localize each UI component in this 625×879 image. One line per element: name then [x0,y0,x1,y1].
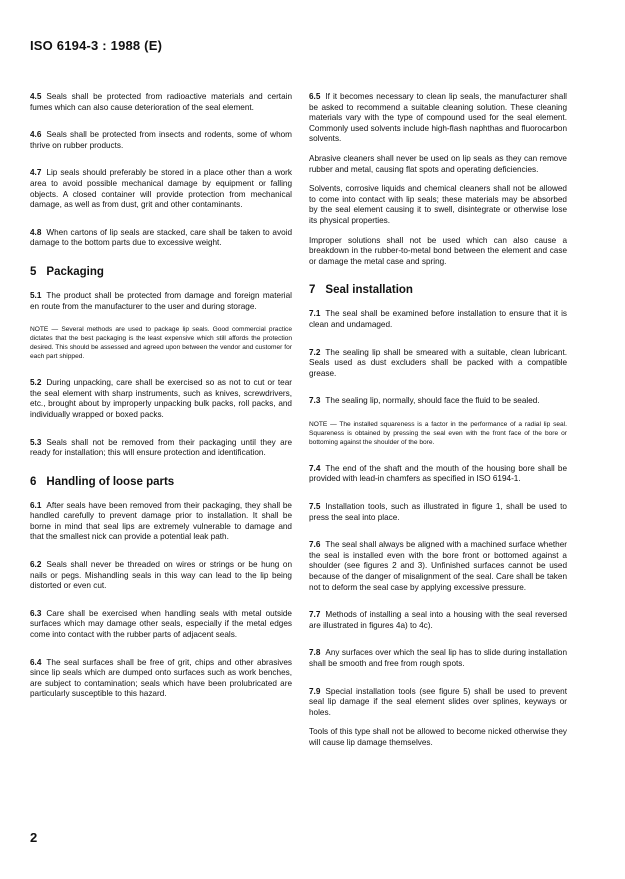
clause-number: 5.3 [30,437,42,447]
note-packaging: NOTE — Several methods are used to package lip seals. Good commercial practice dictates that the best packaging is the least expensive which still affords the protection desired. This should be assessed and agreed upon between the vendor and customer for each part shipped. [30,326,292,361]
clause-text: Seals shall not be removed from their packaging until they are ready for installation; this will ensure protection and identification. [30,437,292,458]
clause-6-4 [30,658,292,700]
clause-text: The product shall be protected from damage and foreign material en route from the manufacturer to the user and during storage. [30,290,292,311]
clause-4-5 [30,92,292,113]
section-heading-seal-installation: 7 Seal installation [309,284,413,297]
clause-number: 6.4 [30,657,42,667]
clause-text: Special installation tools (see figure 5) shall be used to prevent seal lip damage if the seal element slides over splines, keyways or holes. [309,686,567,717]
clause-7-3 [309,396,567,407]
clause-text: The seal shall always be aligned with a machined surface whether the seal is installed even with the bore front or bottomed against a shoulder (see figures 2 and 3). Unfinished surfaces cannot be used because of the danger of misalignment of the seal. Care shall be taken not to deform the seal case by applying excessive pressure. [309,540,567,592]
clause-text: Installation tools, such as illustrated in figure 1, shall be used to press the seal into place. [309,502,567,522]
clause-number: 7.7 [309,610,321,620]
section-heading-handling: 6 Handling of loose parts [30,475,175,488]
clause-text: Care shall be exercised when handling seals with metal outside surfaces which may damage other seals, especially if the metal edges come into contact with the rubber parts of adjacent seals. [30,608,292,640]
clause-number: 7.5 [309,502,321,512]
clause-7-6 [309,540,567,593]
clause-7-9 [309,687,567,719]
clause-7-7 [309,610,567,631]
clause-7-4 [309,464,567,485]
clause-text: If it becomes necessary to clean lip seals, the manufacturer shall be asked to recommend a suitable cleaning solution. These cleaning materials vary with the type of compound used for the seal element. Commonly used solvents include high-flash naphthas and fluorocarbon solvents. [309,92,567,144]
clause-text: Any surfaces over which the seal lip has to slide during installation shall be smooth and free from rough spots. [309,648,567,668]
clause-text: The sealing lip shall be smeared with a suitable, clean lubricant. Seals used as dust excluders shall be packed with a compatible grease. [309,347,567,378]
left-column [30,92,292,700]
clause-number: 7.9 [309,686,321,696]
clause-number: 5.2 [30,378,42,388]
clause-number: 6.1 [30,500,42,510]
clause-6-5 [309,92,567,145]
clause-4-8 [30,228,292,249]
clause-7-1 [309,309,567,330]
clause-7-2 [309,348,567,380]
clause-text: The sealing lip, normally, should face the fluid to be sealed. [325,396,540,406]
clause-number: 4.8 [30,227,42,237]
clause-number: 5.1 [30,290,42,300]
clause-number: 4.5 [30,92,42,101]
right-column [309,92,567,749]
clause-text: Methods of installing a seal into a housing with the seal reversed are illustrated in figures 4a) to 4c). [309,610,567,630]
clause-text: When cartons of lip seals are stacked, care shall be taken to avoid damage to the bottom parts due to excessive weight. [30,227,292,248]
clause-5-2 [30,378,292,420]
clause-4-6 [30,130,292,151]
clause-6-5-improper: Improper solutions shall not be used which can also cause a breakdown in the rubber-to-metal bond between the element and case or damage the metal case and spring. [309,235,567,266]
clause-text: The end of the shaft and the mouth of the housing bore shall be provided with lead-in chamfers as specified in ISO 6194-1. [309,463,567,484]
clause-6-5-solvents: Solvents, corrosive liquids and chemical cleaners shall not be allowed to come into contact with lip seals; these materials may be absorbed by the seal element causing it to swell, disintegrate or otherwise lose its physical properties. [309,184,567,225]
clause-text: During unpacking, care shall be exercised so as not to cut or tear the seal element with sharp instruments, such as knives, screwdrivers, etc., brought about by improperly unpacking bulk packs, roll packs, and individually wrapped or boxed packs. [30,378,292,419]
clause-number: 6.5 [309,92,321,101]
note-squareness: NOTE — The installed squareness is a factor in the performance of a radial lip seal. Squareness is obtained by pressing the seal even with the front face of the bore or bottoming against the shoulder of the bore. [309,420,567,446]
clause-6-1 [30,501,292,543]
clause-number: 7.4 [309,463,321,473]
clause-number: 4.7 [30,168,42,178]
clause-number: 7.2 [309,347,321,357]
clause-6-2 [30,560,292,592]
clause-text: Seals shall never be threaded on wires or strings or be hung on nails or pegs. Mishandling seals in this way can lead to the lip being distorted or even cut. [30,560,292,591]
clause-text: Seals shall be protected from insects and rodents, some of whom thrive on rubber products. [30,130,292,150]
document-header: ISO 6194-3 : 1988 (E) [30,38,163,53]
page-number: 2 [30,830,38,845]
clause-number: 6.3 [30,608,42,618]
clause-5-1 [30,291,292,312]
clause-text: The seal surfaces shall be free of grit, chips and other abrasives since lip seals which are dumped onto surfaces such as work benches, are subject to contamination; seals which have been prolubricated are particularly susceptible to this hazard. [30,657,292,699]
clause-number: 7.1 [309,309,321,319]
clause-number: 7.6 [309,540,321,550]
clause-text: Seals shall be protected from radioactive materials and certain fumes which can also cause deterioration of the seal element. [30,92,292,112]
clause-number: 6.2 [30,560,42,570]
clause-text: The seal shall be examined before installation to ensure that it is clean and undamaged. [309,309,567,329]
clause-7-8 [309,648,567,669]
section-heading-packaging: 5 Packaging [30,265,104,278]
clause-text: Lip seals should preferably be stored in a place other than a work area to avoid possible mechanical damage by equipment or falling objects. A closed container will provide protection from mechanical damage, as well as from dust, grit and other contaminants. [30,168,292,210]
clause-number: 7.8 [309,648,321,658]
clause-7-5 [309,502,567,523]
clause-6-3 [30,609,292,641]
clause-6-5-abrasive: Abrasive cleaners shall never be used on lip seals as they can remove rubber and metal, causing flat spots and operating deficiencies. [309,153,567,174]
clause-text: After seals have been removed from their packaging, they shall be handled carefully to prevent damage prior to installation. It shall be borne in mind that seal lips are extremely vulnerable to damage and that the smallest nick can provide a potential leak path. [30,500,292,542]
clause-number: 4.6 [30,130,42,140]
clause-7-9-tools: Tools of this type shall not be allowed to become nicked otherwise they will cause lip damage themselves. [309,727,567,747]
clause-5-3 [30,438,292,459]
clause-4-7 [30,168,292,210]
clause-number: 7.3 [309,396,321,406]
